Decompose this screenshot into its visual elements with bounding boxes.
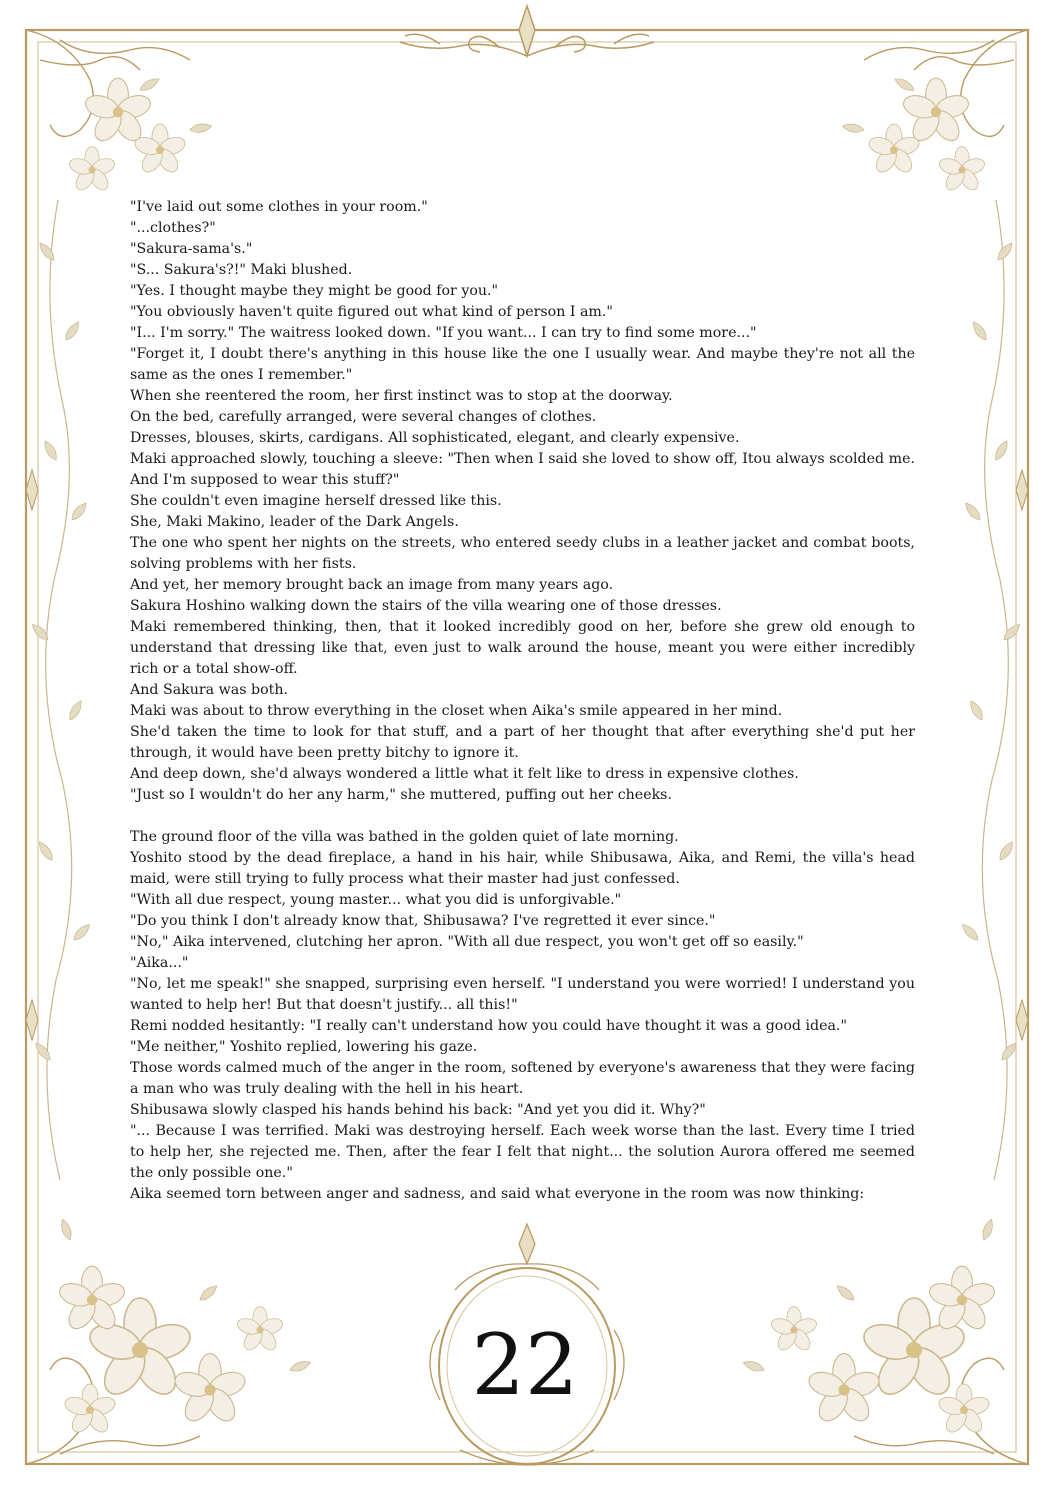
paragraph: Maki approached slowly, touching a sleeve: "Then when I said she loved to show off, Itou always scolded me. And I'm supposed to wear this stuff?" — [130, 451, 915, 488]
paragraph: "...clothes?" — [130, 220, 216, 236]
paragraph: "I've laid out some clothes in your room." — [130, 199, 428, 215]
paragraph: "You obviously haven't quite figured out what kind of person I am." — [130, 304, 613, 320]
paragraph: "No," Aika intervened, clutching her apron. "With all due respect, you won't get off so easily." — [130, 934, 804, 950]
paragraph: Those words calmed much of the anger in the room, softened by everyone's awareness that they were facing a man who was truly dealing with the hell in his heart. — [130, 1060, 915, 1097]
paragraph: Remi nodded hesitantly: "I really can't understand how you could have thought it was a good idea." — [130, 1018, 847, 1034]
paragraph: She'd taken the time to look for that stuff, and a part of her thought that after everything she'd put her through, it would have been pretty bitchy to ignore it. — [130, 724, 915, 761]
paragraph: "... Because I was terrified. Maki was destroying herself. Each week worse than the last. Every time I tried to help her, she rejected me. Then, after the fear I felt that night... the solution Aurora offered me seemed the only possible one." — [130, 1123, 915, 1181]
flowers-top-right — [842, 76, 987, 194]
paragraph: "Aika..." — [130, 955, 189, 971]
paragraph: When she reentered the room, her first instinct was to stop at the doorway. — [130, 388, 673, 404]
paragraph: Yoshito stood by the dead fireplace, a hand in his hair, while Shibusawa, Aika, and Remi, the villa's head maid, were still trying to fully process what their master had just confessed. — [130, 850, 915, 887]
paragraph: She couldn't even imagine herself dressed like this. — [130, 493, 502, 509]
right-vine — [982, 200, 1008, 1180]
paragraph: She, Maki Makino, leader of the Dark Angels. — [130, 514, 459, 530]
flowers-bottom-left — [57, 1218, 312, 1436]
paragraph: Sakura Hoshino walking down the stairs of the villa wearing one of those dresses. — [130, 598, 722, 614]
paragraph: The ground floor of the villa was bathed in the golden quiet of late morning. — [130, 829, 679, 845]
flowers-bottom-right — [742, 1218, 997, 1436]
paragraph: "Forget it, I doubt there's anything in this house like the one I usually wear. And maybe they're not all the same as the ones I remember." — [130, 346, 915, 383]
page-number: 22 — [471, 1316, 579, 1414]
paragraph: "Yes. I thought maybe they might be good for you." — [130, 283, 499, 299]
paragraph: "S... Sakura's?!" Maki blushed. — [130, 262, 353, 278]
body-text — [130, 197, 915, 1205]
left-vine — [46, 200, 72, 1180]
paragraph: And Sakura was both. — [130, 682, 289, 698]
paragraph: Aika seemed torn between anger and sadness, and said what everyone in the room was now thinking: — [130, 1186, 865, 1202]
paragraph: And deep down, she'd always wondered a little what it felt like to dress in expensive clothes. — [130, 766, 799, 782]
paragraph: Dresses, blouses, skirts, cardigans. All sophisticated, elegant, and clearly expensive. — [130, 430, 740, 446]
paragraph: "Do you think I don't already know that, Shibusawa? I've regretted it ever since." — [130, 913, 716, 929]
paragraph: On the bed, carefully arranged, were several changes of clothes. — [130, 409, 597, 425]
paragraph: "With all due respect, young master... what you did is unforgivable." — [130, 892, 622, 908]
flowers-top-left — [68, 76, 213, 194]
paragraph: Shibusawa slowly clasped his hands behind his back: "And yet you did it. Why?" — [130, 1102, 706, 1118]
paragraph: "I... I'm sorry." The waitress looked down. "If you want... I can try to find some more..." — [130, 325, 757, 341]
paragraph: "No, let me speak!" she snapped, surprising even herself. "I understand you were worried! I understand you wanted to help her! But that doesn't justify... all this!" — [130, 976, 915, 1013]
paragraph: "Just so I wouldn't do her any harm," she muttered, puffing out her cheeks. — [130, 787, 672, 803]
paragraph: "Sakura-sama's." — [130, 241, 253, 257]
paragraph: The one who spent her nights on the streets, who entered seedy clubs in a leather jacket and combat boots, solving problems with her fists. — [130, 535, 915, 572]
paragraph: Maki remembered thinking, then, that it looked incredibly good on her, before she grew old enough to understand that dressing like that, even just to walk around the house, meant you were either incredibly rich or a total show-off. — [130, 619, 915, 677]
paragraph: "Me neither," Yoshito replied, lowering his gaze. — [130, 1039, 478, 1055]
paragraph: And yet, her memory brought back an image from many years ago. — [130, 577, 614, 593]
paragraph: Maki was about to throw everything in the closet when Aika's smile appeared in her mind. — [130, 703, 783, 719]
paragraph-spacer — [130, 806, 915, 827]
